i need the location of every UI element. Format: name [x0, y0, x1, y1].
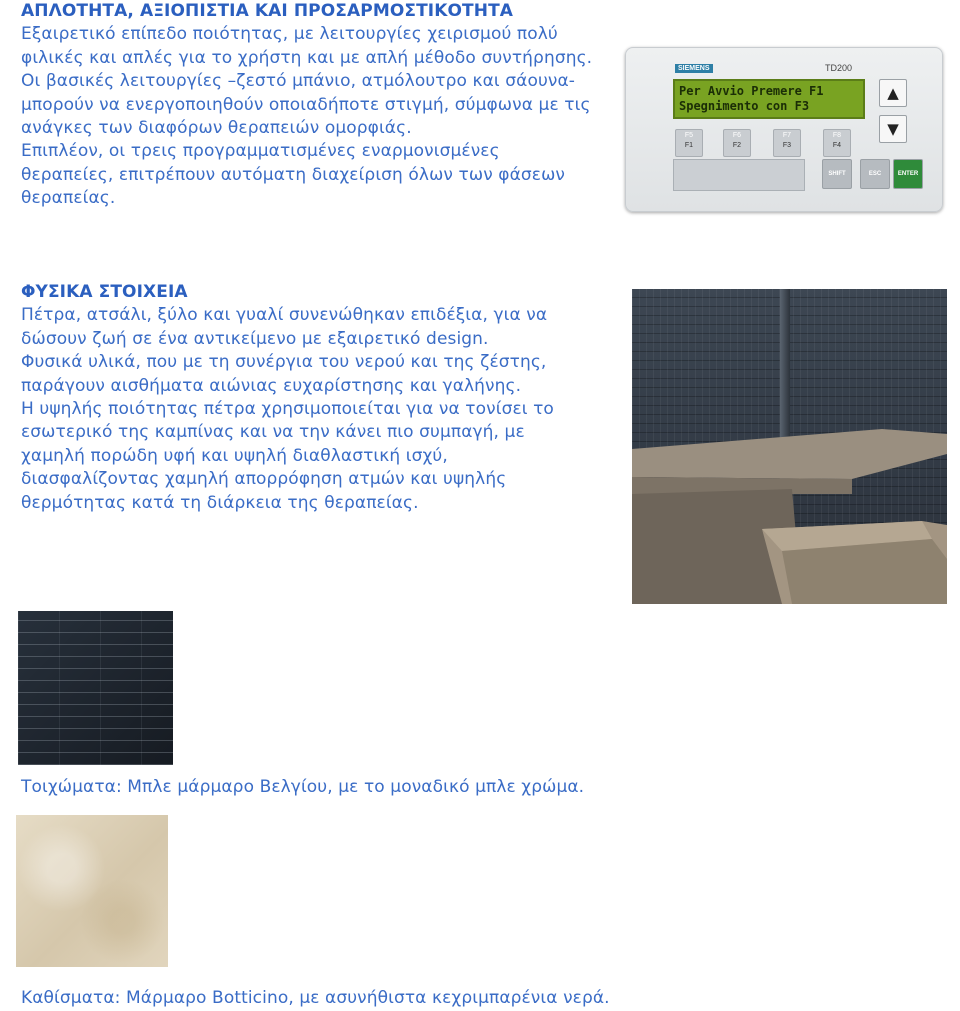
botticino-marble-swatch [16, 815, 168, 967]
paragraph: Πέτρα, ατσάλι, ξύλο και γυαλί συνενώθηκαν επιδέξια, για να δώσουν ζωή σε ένα αντικείμενο με εξαιρετικό design. [21, 305, 548, 349]
siemens-td200-panel-image [625, 47, 943, 212]
caption-seats: Καθίσματα: Μάρμαρο Botticino, με ασυνήθιστα κεχριμπαρένια νερά. [21, 988, 610, 1008]
paragraph: Εξαιρετικό επίπεδο ποιότητας, με λειτουργίες χειρισμού πολύ φιλικές και απλές για το χρήστη και με απλή μέθοδο συντήρησης. [21, 24, 593, 68]
lcd-line: Spegnimento con F3 [679, 99, 810, 113]
lcd-line: Per Avvio Premere F1 [679, 84, 824, 98]
bench-illustration [632, 289, 947, 604]
paragraph: Επιπλέον, οι τρεις προγραμματισμένες εναρμονισμένες θεραπείες, επιτρέπουν αυτόματη διαχείριση όλων των φάσεων θεραπείας. [21, 141, 566, 209]
up-arrow-icon: ▲ [879, 79, 907, 107]
model-label: TD200 [825, 63, 853, 73]
caption-walls: Τοιχώματα: Μπλε μάρμαρο Βελγίου, με το μοναδικό μπλε χρώμα. [21, 777, 585, 797]
down-arrow-icon: ▼ [879, 115, 907, 143]
function-key: F8 F4 [823, 129, 851, 157]
esc-key: ESC [860, 159, 890, 189]
function-key: F5 F1 [675, 129, 703, 157]
function-key: F6 F2 [723, 129, 751, 157]
section-heading: ΦΥΣΙΚΑ ΣΤΟΙΧΕΙΑ [21, 282, 188, 302]
function-key: F7 F3 [773, 129, 801, 157]
paragraph: Η υψηλής ποιότητας πέτρα χρησιμοποιείται για να τονίσει το εσωτερικό της καμπίνας και να την κάνει πιο συμπαγή, με χαμηλή πορώδη υφή και υψηλή διαθλαστική ισχύ, διασφαλίζοντας χαμηλή απορρόφηση ατμών και υψηλής θερμότητας κατά τη διάρκεια της θεραπείας. [21, 399, 554, 513]
sauna-interior-photo [632, 289, 947, 604]
section-natural-elements [21, 281, 621, 515]
section-simplicity [21, 0, 621, 211]
siemens-logo: SIEMENS [675, 64, 713, 73]
section-heading: ΑΠΛΟΤΗΤΑ, ΑΞΙΟΠΙΣΤΙΑ ΚΑΙ ΠΡΟΣΑΡΜΟΣΤΙΚΟΤΗΤΑ [21, 1, 514, 21]
label-strip [673, 159, 805, 191]
shift-key: SHIFT [822, 159, 852, 189]
enter-key: ENTER [893, 159, 923, 189]
blue-belgian-marble-swatch [18, 611, 173, 765]
lcd-display [673, 79, 865, 119]
paragraph: Φυσικά υλικά, που με τη συνέργια του νερού και της ζέστης, παράγουν αισθήματα αιώνιας ευχαρίστησης και γαλήνης. [21, 352, 547, 396]
paragraph: Οι βασικές λειτουργίες –ζεστό μπάνιο, ατμόλουτρο και σάουνα- μπορούν να ενεργοποιηθούν οποιαδήποτε στιγμή, σύμφωνα με τις ανάγκες των διαφόρων θεραπειών ομορφιάς. [21, 71, 591, 139]
